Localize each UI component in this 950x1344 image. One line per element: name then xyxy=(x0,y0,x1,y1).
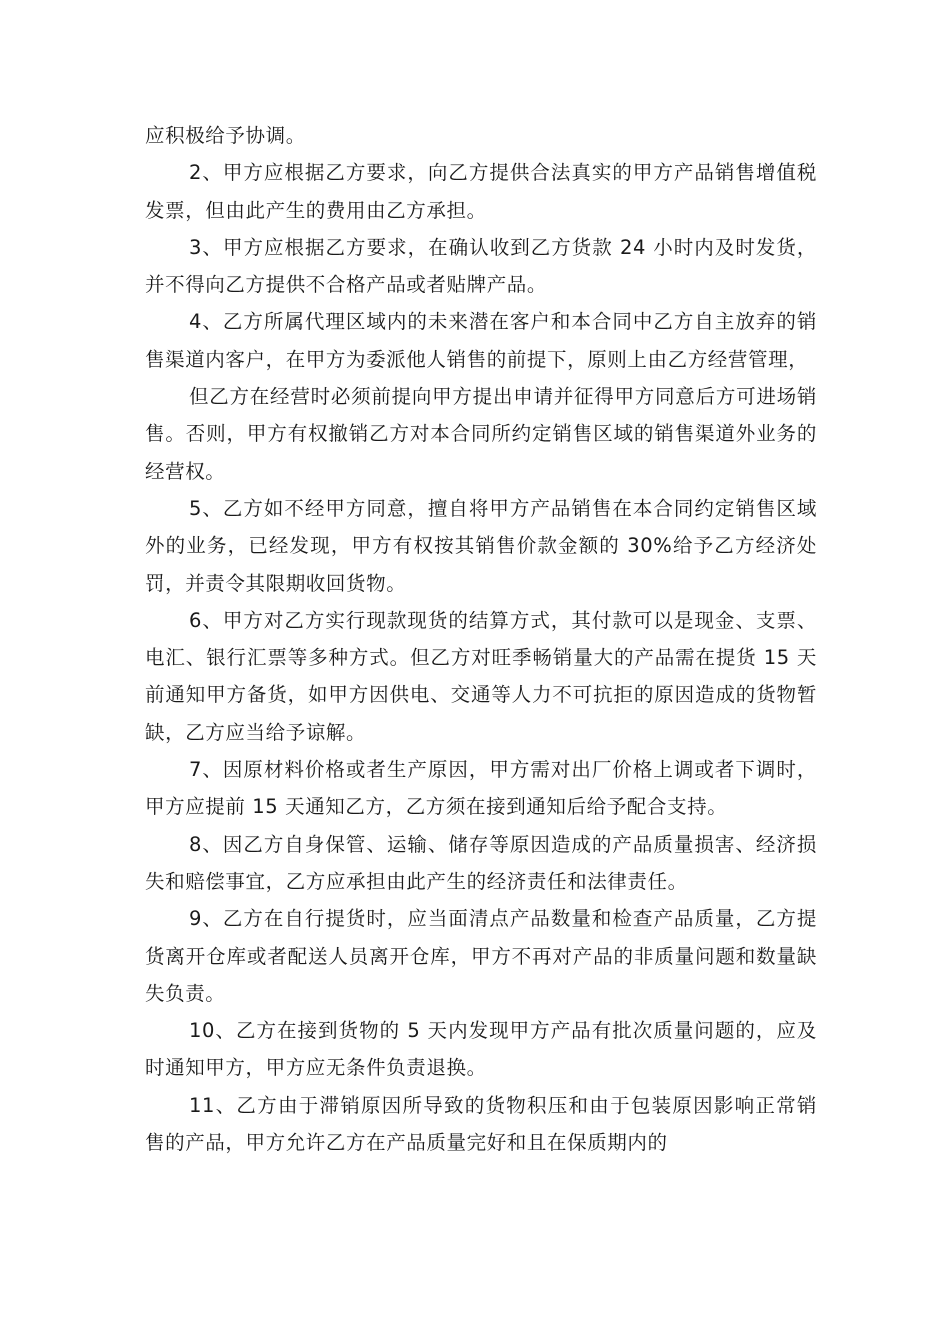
paragraph-continuation: 应积极给予协调。 xyxy=(145,124,306,147)
document-body xyxy=(145,117,817,1161)
paragraph-clause-4: 4、乙方所属代理区域内的未来潜在客户和本合同中乙方自主放弃的销售渠道内客户，在甲方为委派他人销售的前提下，原则上由乙方经营管理， xyxy=(145,310,817,371)
paragraph-clause-9: 9、乙方在自行提货时，应当面清点产品数量和检查产品质量，乙方提货离开仓库或者配送人员离开仓库，甲方不再对产品的非质量问题和数量缺失负责。 xyxy=(145,907,817,1005)
paragraph-clause-2: 2、甲方应根据乙方要求，向乙方提供合法真实的甲方产品销售增值税发票，但由此产生的费用由乙方承担。 xyxy=(145,161,817,222)
paragraph-clause-3: 3、甲方应根据乙方要求，在确认收到乙方货款 24 小时内及时发货，并不得向乙方提供不合格产品或者贴牌产品。 xyxy=(145,235,817,297)
paragraph-clause-10: 10、乙方在接到货物的 5 天内发现甲方产品有批次质量问题的，应及时通知甲方，甲方应无条件负责退换。 xyxy=(145,1019,817,1080)
paragraph-clause-4-continued: 但乙方在经营时必须前提向甲方提出申请并征得甲方同意后方可进场销售。否则，甲方有权撤销乙方对本合同所约定销售区域的销售渠道外业务的经营权。 xyxy=(145,385,817,483)
paragraph-clause-6: 6、甲方对乙方实行现款现货的结算方式，其付款可以是现金、支票、电汇、银行汇票等多种方式。但乙方对旺季畅销量大的产品需在提货 15 天前通知甲方备货，如甲方因供电、交通等人力不可抗拒的原因造成的货物暂缺，乙方应当给予谅解。 xyxy=(145,608,817,744)
paragraph-clause-11: 11、乙方由于滞销原因所导致的货物积压和由于包装原因影响正常销售的产品，甲方允许乙方在产品质量完好和且在保质期内的 xyxy=(145,1093,817,1155)
paragraph-clause-7: 7、因原材料价格或者生产原因，甲方需对出厂价格上调或者下调时，甲方应提前 15 天通知乙方，乙方须在接到通知后给予配合支持。 xyxy=(145,758,817,819)
paragraph-clause-8: 8、因乙方自身保管、运输、储存等原因造成的产品质量损害、经济损失和赔偿事宜，乙方应承担由此产生的经济责任和法律责任。 xyxy=(145,832,817,893)
paragraph-clause-5: 5、乙方如不经甲方同意，擅自将甲方产品销售在本合同约定销售区域外的业务，已经发现，甲方有权按其销售价款金额的 30%给予乙方经济处罚，并责令其限期收回货物。 xyxy=(145,496,817,595)
